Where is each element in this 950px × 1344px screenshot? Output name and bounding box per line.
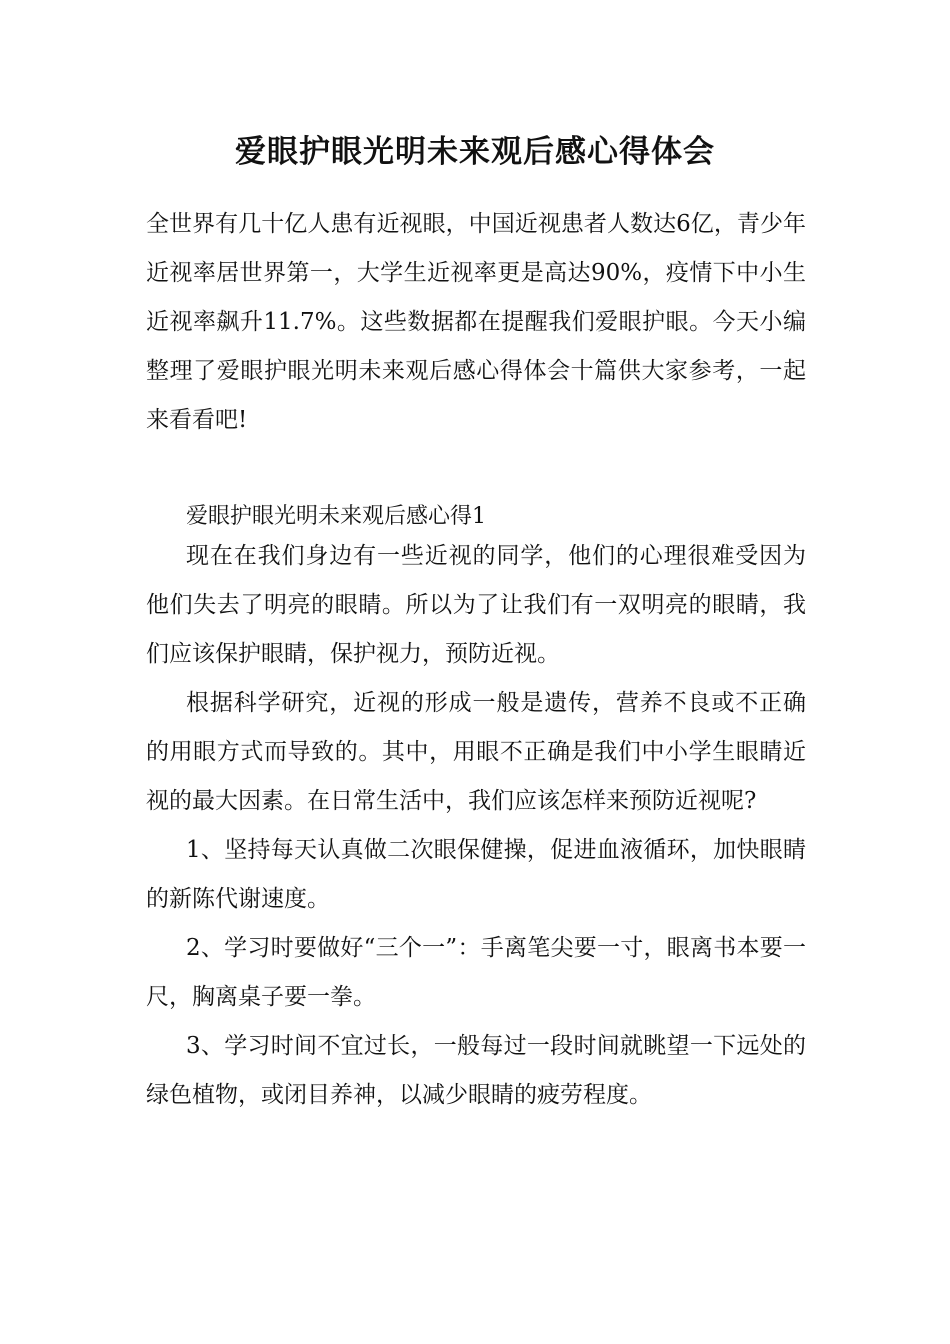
body-paragraph-1: 现在在我们身边有一些近视的同学，他们的心理很难受因为他们失去了明亮的眼睛。所以为了让我们有一双明亮的眼睛，我们应该保护眼睛，保护视力，预防近视。: [146, 543, 806, 667]
list-item-1: 1、坚持每天认真做二次眼保健操，促进血液循环，加快眼睛的新陈代谢速度。: [146, 837, 806, 912]
document-body: [146, 200, 806, 1120]
list-item-2: 2、学习时要做好“三个一”：手离笔尖要一寸，眼离书本要一尺，胸离桌子要一拳。: [146, 935, 806, 1010]
body-paragraph-2: 根据科学研究，近视的形成一般是遗传，营养不良或不正确的用眼方式而导致的。其中，用眼不正确是我们中小学生眼睛近视的最大因素。在日常生活中，我们应该怎样来预防近视呢?: [146, 690, 806, 814]
document-title: 爱眼护眼光明未来观后感心得体会: [235, 134, 715, 170]
intro-paragraph: 全世界有几十亿人患有近视眼，中国近视患者人数达6亿，青少年近视率居世界第一，大学生近视率更是高达90%，疫情下中小生近视率飙升11.7%。这些数据都在提醒我们爱眼护眼。今天小编整理了爱眼护眼光明未来观后感心得体会十篇供大家参考，一起来看看吧!: [146, 211, 806, 433]
section-heading: 爱眼护眼光明未来观后感心得1: [186, 504, 486, 529]
list-item-3: 3、学习时间不宜过长，一般每过一段时间就眺望一下远处的绿色植物，或闭目养神，以减少眼睛的疲劳程度。: [146, 1033, 806, 1108]
